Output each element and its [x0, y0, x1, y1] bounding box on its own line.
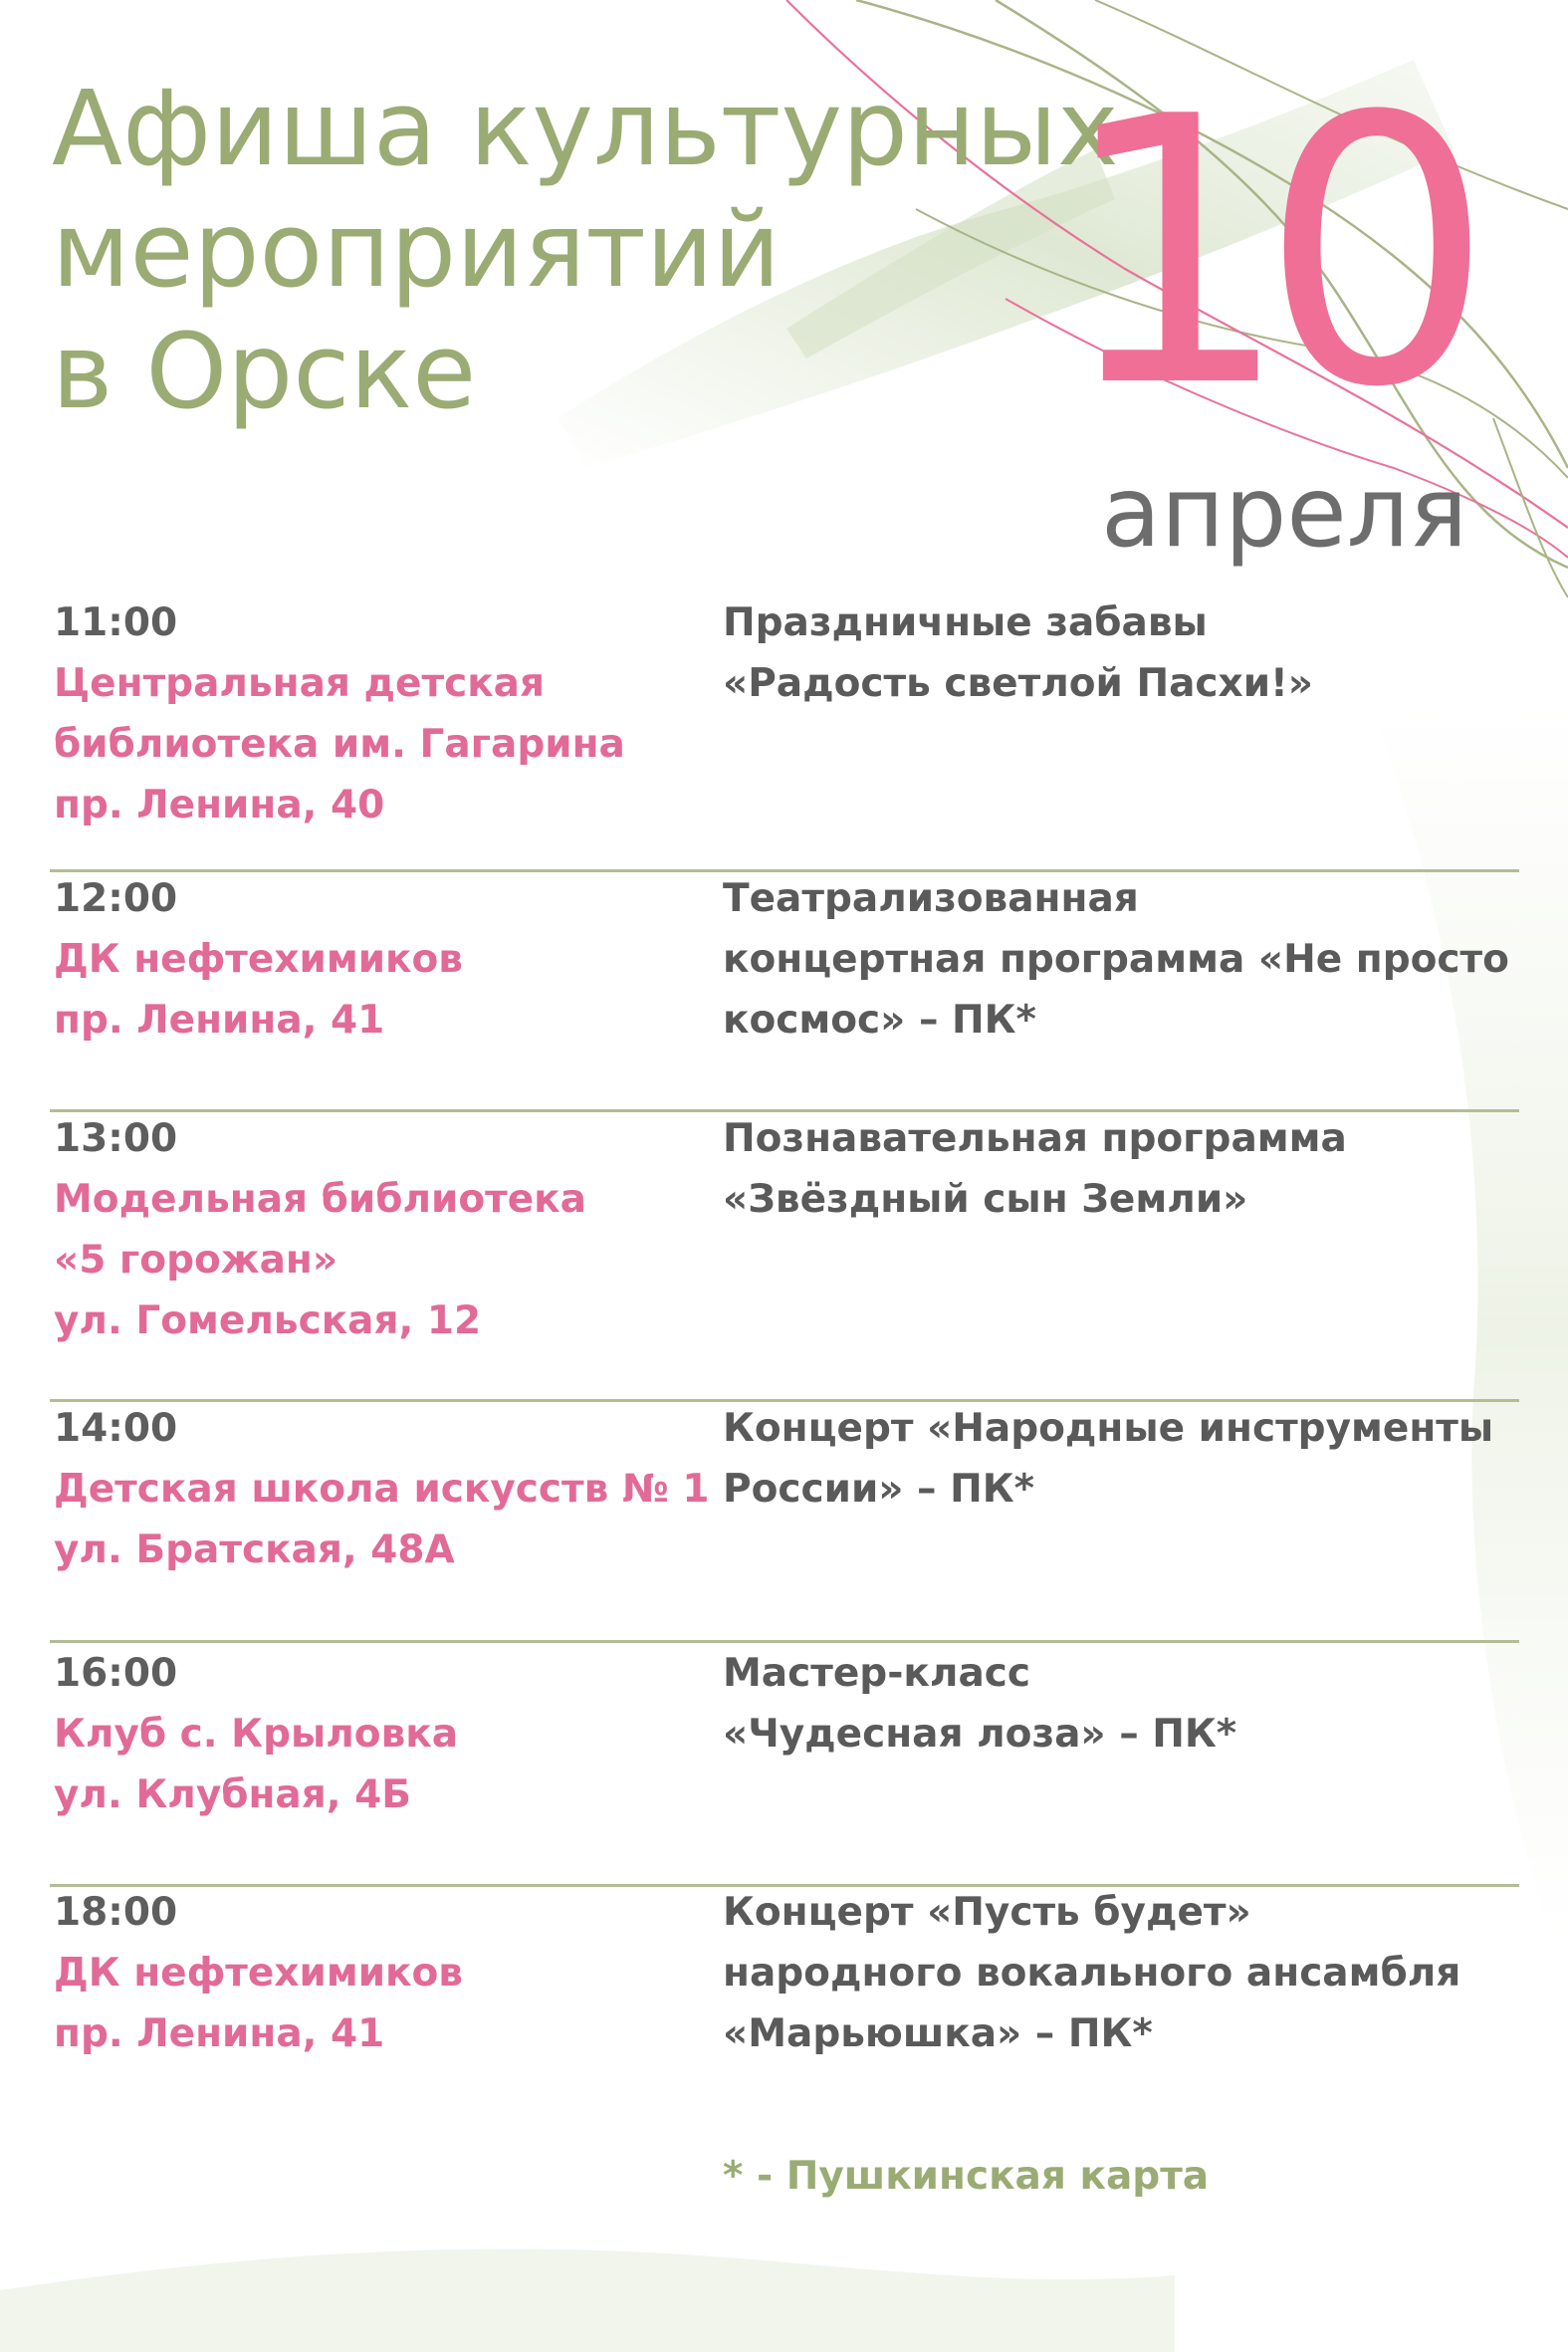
- event-description-line: Мастер-класс: [723, 1651, 1030, 1696]
- title-line-3: в Орске: [52, 311, 477, 432]
- event-description-line: Праздничные забавы: [723, 600, 1208, 645]
- pushkin-card-footnote: * - Пушкинская карта: [723, 2154, 1210, 2199]
- event-place: Клуб с. Крыловка: [54, 1712, 459, 1757]
- event-item: [50, 1402, 1519, 1643]
- event-place: библиотека им. Гагарина: [54, 722, 625, 767]
- event-item: [50, 1643, 1519, 1887]
- event-description-line: «Звёздный сын Земли»: [723, 1177, 1248, 1222]
- event-description: [723, 1882, 1519, 2064]
- event-description-line: Концерт «Народные инструменты: [723, 1406, 1494, 1451]
- event-time: 12:00: [54, 876, 178, 921]
- event-info: [54, 1643, 731, 1825]
- event-place: Детская школа искусств № 1: [54, 1467, 710, 1512]
- date-day: 10: [1057, 40, 1462, 468]
- page-title: [52, 68, 1119, 432]
- event-description-line: космос» – ПК*: [723, 998, 1036, 1043]
- event-description-line: «Марьюшка» – ПК*: [723, 2011, 1153, 2056]
- title-line-1: Афиша культурных: [52, 68, 1119, 189]
- event-description: [723, 1108, 1519, 1230]
- date-month: апреля: [1101, 456, 1468, 570]
- event-description-line: Познавательная программа: [723, 1116, 1347, 1161]
- event-item: [50, 592, 1519, 872]
- event-time: 11:00: [54, 600, 178, 645]
- event-place: ДК нефтехимиков: [54, 1951, 463, 1996]
- event-description: [723, 868, 1519, 1051]
- event-description-line: Концерт «Пусть будет»: [723, 1890, 1251, 1935]
- event-info: [54, 1882, 731, 2064]
- event-place: Модельная библиотека: [54, 1177, 586, 1222]
- event-info: [54, 1108, 731, 1351]
- event-address: пр. Ленина, 40: [54, 783, 385, 827]
- event-description-line: «Радость светлой Пасхи!»: [723, 661, 1313, 706]
- event-item: [50, 1112, 1519, 1402]
- event-info: [54, 592, 731, 835]
- event-time: 18:00: [54, 1890, 178, 1935]
- event-address: ул. Гомельская, 12: [54, 1298, 482, 1343]
- event-description-line: Театрализованная: [723, 876, 1139, 921]
- event-place: ДК нефтехимиков: [54, 937, 463, 982]
- event-description-line: России» – ПК*: [723, 1467, 1035, 1512]
- event-description: [723, 592, 1519, 714]
- event-info: [54, 868, 731, 1051]
- event-description-line: «Чудесная лоза» – ПК*: [723, 1712, 1237, 1757]
- event-address: ул. Братская, 48А: [54, 1528, 455, 1572]
- event-item: [50, 872, 1519, 1112]
- event-address: пр. Ленина, 41: [54, 2011, 385, 2056]
- event-address: ул. Клубная, 4Б: [54, 1772, 412, 1817]
- events-list: [50, 592, 1519, 2106]
- event-place: «5 горожан»: [54, 1238, 338, 1283]
- event-time: 16:00: [54, 1651, 178, 1696]
- event-address: пр. Ленина, 41: [54, 998, 385, 1043]
- event-info: [54, 1398, 731, 1580]
- event-description-line: концертная программа «Не просто: [723, 937, 1509, 982]
- event-description-line: народного вокального ансамбля: [723, 1951, 1461, 1996]
- title-line-2: мероприятий: [52, 189, 782, 311]
- event-item: [50, 1887, 1519, 2106]
- event-description: [723, 1643, 1519, 1764]
- event-description: [723, 1398, 1519, 1520]
- event-time: 14:00: [54, 1406, 178, 1451]
- event-time: 13:00: [54, 1116, 178, 1161]
- event-place: Центральная детская: [54, 661, 546, 706]
